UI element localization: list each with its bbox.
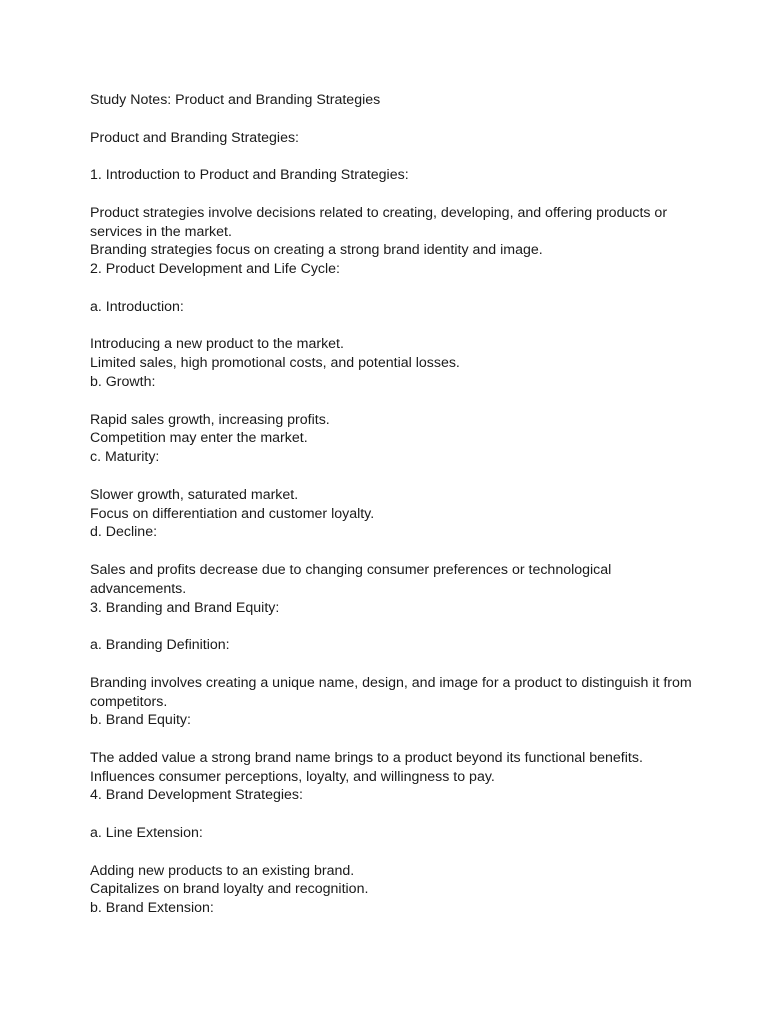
section-2-text: advancements. [90, 580, 187, 597]
subsection-title: b. Brand Extension: [90, 900, 214, 917]
section-3-title: 3. Branding and Brand Equity: [90, 599, 280, 616]
subsection-title: b. Brand Equity: [90, 712, 191, 729]
subsection-title: a. Line Extension: [90, 825, 203, 842]
section-2-title: 2. Product Development and Life Cycle: [90, 261, 340, 278]
subsection-title: a. Introduction: [90, 298, 184, 315]
section-1-text: services in the market. [90, 223, 232, 240]
blank-line [90, 655, 690, 674]
section-3-text: Influences consumer perceptions, loyalty, and willingness to pay. [90, 768, 495, 785]
blank-line [90, 147, 690, 166]
section-2-text: Limited sales, high promotional costs, and potential losses. [90, 355, 460, 372]
blank-line [90, 110, 690, 129]
section-2-text: Sales and profits decrease due to changing consumer preferences or technological [90, 561, 612, 578]
blank-line [90, 730, 690, 749]
section-1-text: Product strategies involve decisions related to creating, developing, and offering products or [90, 204, 668, 221]
blank-line [90, 542, 690, 561]
section-1-title: 1. Introduction to Product and Branding Strategies: [90, 167, 409, 184]
section-3-text: competitors. [90, 693, 168, 710]
document-body [90, 91, 690, 918]
section-2-text: Competition may enter the market. [90, 430, 308, 447]
blank-line [90, 617, 690, 636]
section-2-text: Slower growth, saturated market. [90, 486, 299, 503]
document-heading: Product and Branding Strategies: [90, 129, 300, 146]
blank-line [90, 843, 690, 862]
blank-line [90, 317, 690, 336]
section-3-text: The added value a strong brand name brings to a product beyond its functional benefits. [90, 749, 643, 766]
subsection-title: a. Branding Definition: [90, 637, 230, 654]
blank-line [90, 467, 690, 486]
blank-line [90, 805, 690, 824]
subsection-title: d. Decline: [90, 524, 158, 541]
blank-line [90, 392, 690, 411]
subsection-title: c. Maturity: [90, 449, 160, 466]
section-1-text: Branding strategies focus on creating a strong brand identity and image. [90, 242, 543, 259]
section-2-text: Rapid sales growth, increasing profits. [90, 411, 330, 428]
section-4-text: Capitalizes on brand loyalty and recognition. [90, 881, 369, 898]
subsection-title: b. Growth: [90, 373, 156, 390]
blank-line [90, 185, 690, 204]
section-4-title: 4. Brand Development Strategies: [90, 787, 303, 804]
section-2-text: Focus on differentiation and customer loyalty. [90, 505, 375, 522]
section-4-text: Adding new products to an existing brand. [90, 862, 355, 879]
section-3-text: Branding involves creating a unique name, design, and image for a product to distinguish it from [90, 674, 692, 691]
section-2-text: Introducing a new product to the market. [90, 336, 344, 353]
document-title: Study Notes: Product and Branding Strategies [90, 92, 381, 108]
blank-line [90, 279, 690, 298]
